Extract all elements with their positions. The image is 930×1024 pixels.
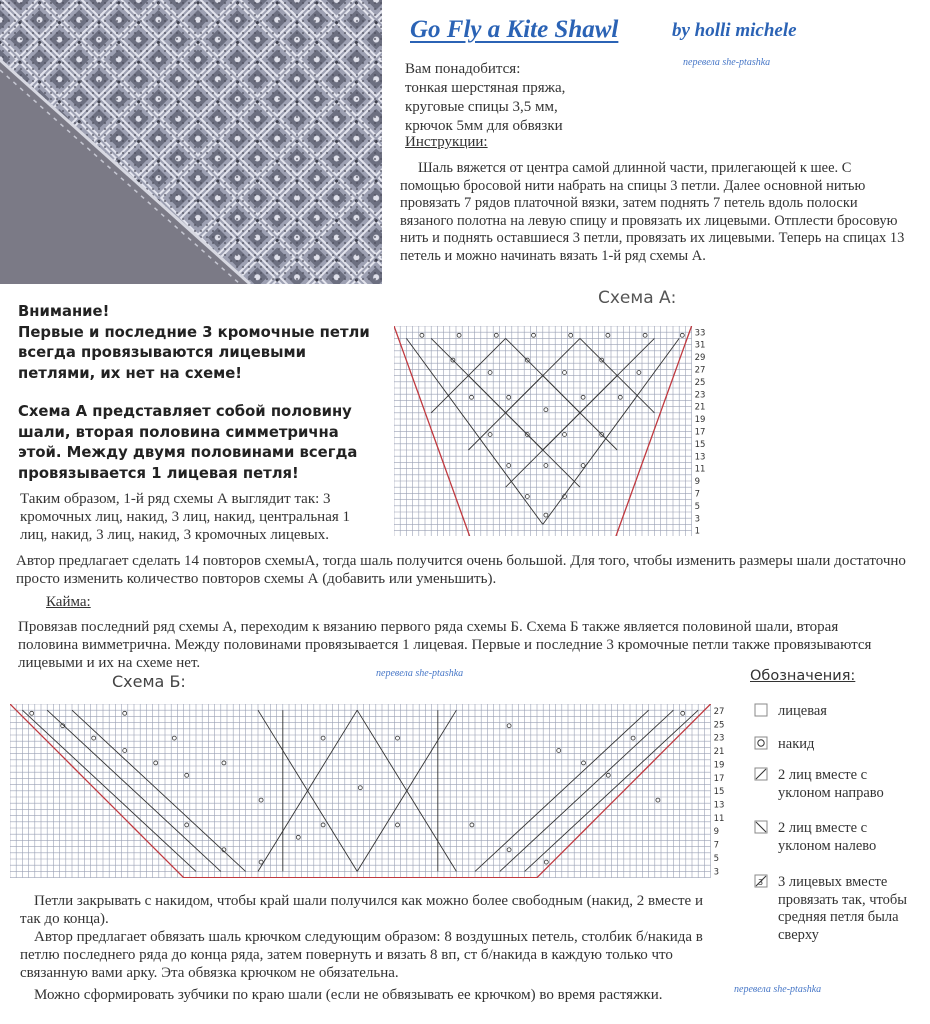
materials-item: тонкая шерстяная пряжа,	[405, 80, 566, 96]
schema-b-chart	[10, 704, 742, 878]
crochet-edging-text: Автор предлагает обвязать шаль крючком следующим образом: 8 воздушных петель, столбик б/накида в петлю последнего ряда до конца ряда, затем повернуть и вязать 8 вп, ст б/накида в каждую только что связанную вами арку. Эта обвязка крючком не обязательна.	[20, 929, 703, 981]
row-number: 21	[694, 402, 706, 413]
bind-off-text: Петли закрывать с накидом, чтобы край шали получился как можно более свободным (накид, 2 вместе и так до конца).	[20, 893, 703, 927]
row-number: 15	[694, 439, 706, 450]
row-number: 25	[694, 377, 706, 388]
row-number: 23	[713, 733, 725, 744]
legend-title: Обозначения:	[750, 668, 856, 684]
row-number: 19	[713, 760, 725, 771]
row-number: 9	[713, 827, 720, 838]
row-number: 19	[694, 415, 706, 426]
pattern-author: by holli michele	[672, 20, 797, 41]
translator-credit: перевела she-ptashka	[683, 57, 771, 68]
shawl-photo	[0, 0, 382, 284]
row-number: 25	[713, 720, 725, 731]
warning-title: Внимание!	[18, 303, 110, 320]
materials-block	[405, 60, 565, 136]
row-number: 9	[694, 477, 701, 488]
teeth-edging-text: Можно сформировать зубчики по краю шали (если не обвязывать ее крючком) во время растяжки.	[34, 987, 663, 1003]
materials-heading: Вам понадобится:	[405, 61, 521, 77]
knit-symbol-icon	[754, 703, 768, 717]
k3tog-center-icon	[754, 874, 768, 888]
svg-text:3: 3	[758, 878, 764, 887]
chart-grid	[10, 704, 711, 878]
row-number: 11	[694, 464, 706, 475]
row-number: 3	[713, 867, 720, 878]
yarn-over-icon	[754, 736, 768, 750]
schema-a-chart	[394, 326, 914, 536]
author-repeat-note: Автор предлагает сделать 14 повторов схемыА, тогда шаль получится очень большой. Для того, чтобы изменить размеры шали достаточно просто изменить количество повторов схемы А (добавить или уменьшить).	[16, 553, 906, 587]
translator-credit: перевела she-ptashka	[376, 668, 464, 679]
k2tog-right-icon	[754, 767, 768, 781]
row-number: 7	[694, 489, 701, 500]
row-number: 23	[694, 390, 706, 401]
row-number: 17	[713, 773, 725, 784]
materials-item: крючок 5мм для обвязки	[405, 118, 563, 134]
half-note: Схема А представляет собой половину шали, вторая половина симметрична этой. Между двумя половинами всегда провязывается 1 лицевая петля!	[18, 403, 358, 482]
shawl-lace-image	[0, 0, 382, 284]
row-number: 13	[713, 800, 725, 811]
row-number: 1	[694, 526, 701, 536]
row-number: 11	[713, 813, 725, 824]
row-number: 27	[694, 365, 706, 376]
instructions-heading: Инструкции:	[405, 134, 488, 150]
row-number: 33	[694, 328, 706, 339]
row-number: 27	[713, 707, 725, 718]
instructions-text: Шаль вяжется от центра самой длинной части, прилегающей к шее. С помощью бросовой нити набрать на спицы 3 петли. Далее основной нитью провязать 7 рядов платочной вязки, затем поднять 7 петель вдоль полоски вязаного полотна на левую спицу и провязать их лицевыми. Отплести бросовую нить и поднять оставшиеся 3 петли, провязать их лицевыми. Теперь на спицах 13 петель и можно начинать вязать 1-й ряд схемы А.	[400, 160, 905, 264]
schema-a-title: Схема А:	[598, 288, 677, 308]
row-number: 3	[694, 514, 701, 525]
border-text: Провязав последний ряд схемы А, переходим к вязанию первого ряда схемы Б. Схема Б также является половиной шали, вторая половина вимметрична. Между половинами провязывается 1 лицевая. Первые и последние 3 кромочные петли также провязываются лицевыми и их на схеме нет.	[18, 619, 872, 671]
pattern-title: Go Fly a Kite Shawl	[410, 16, 619, 43]
warning-block	[18, 302, 386, 484]
schema-b-title: Схема Б:	[112, 672, 186, 691]
row-number: 31	[694, 340, 706, 351]
row-number: 29	[694, 353, 706, 364]
row-number: 17	[694, 427, 706, 438]
first-row-text: Таким образом, 1-й ряд схемы А выглядит так: 3 кромочных лиц, накид, 3 лиц, накид, центральная 1 лиц, накид, 3 лиц, накид, 3 кромочных лицевых.	[20, 491, 350, 543]
row-number: 5	[694, 501, 701, 512]
k2tog-left-icon	[754, 820, 768, 834]
row-number: 21	[713, 747, 725, 758]
row-number: 13	[694, 452, 706, 463]
border-heading: Кайма:	[46, 594, 91, 610]
chart-grid	[394, 326, 692, 536]
warning-text: Первые и последние 3 кромочные петли всегда провязываются лицевыми петлями, их нет на схеме!	[18, 323, 370, 382]
row-number: 7	[713, 840, 720, 851]
translator-credit: перевела she-ptashka	[734, 984, 822, 995]
row-number: 5	[713, 853, 720, 864]
chart-motifs	[406, 333, 684, 524]
materials-item: круговые спицы 3,5 мм,	[405, 99, 558, 115]
row-number: 15	[713, 787, 725, 798]
